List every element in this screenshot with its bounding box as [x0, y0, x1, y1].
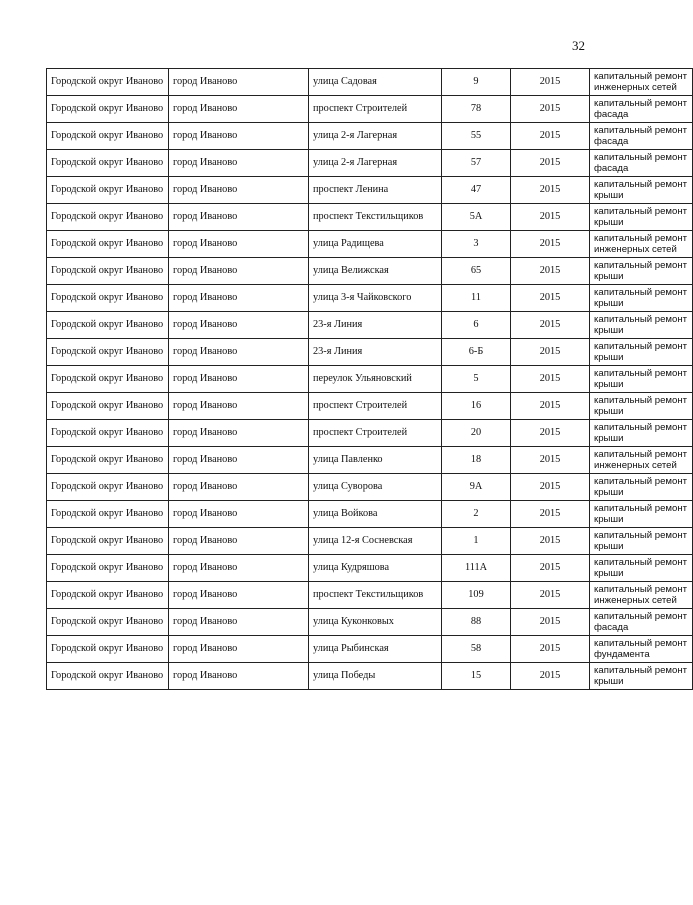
house-number-cell: 78	[442, 96, 511, 123]
street-cell: проспект Текстильщиков	[309, 204, 442, 231]
okrug-cell: Городской округ Иваново	[47, 123, 169, 150]
work-type-cell: капитальный ремонт крыши	[590, 501, 693, 528]
street-cell: улица 3-я Чайковского	[309, 285, 442, 312]
street-cell: улица Суворова	[309, 474, 442, 501]
city-cell: город Иваново	[169, 609, 309, 636]
house-number-cell: 9	[442, 69, 511, 96]
buildings-table	[46, 68, 693, 690]
okrug-cell: Городской округ Иваново	[47, 96, 169, 123]
house-number-cell: 58	[442, 636, 511, 663]
street-cell: улица Куконковых	[309, 609, 442, 636]
city-cell: город Иваново	[169, 177, 309, 204]
work-type-cell: капитальный ремонт крыши	[590, 366, 693, 393]
house-number-cell: 111А	[442, 555, 511, 582]
work-type-cell: капитальный ремонт крыши	[590, 177, 693, 204]
city-cell: город Иваново	[169, 582, 309, 609]
house-number-cell: 65	[442, 258, 511, 285]
year-cell: 2015	[511, 123, 590, 150]
table-row	[47, 285, 693, 312]
table-row	[47, 123, 693, 150]
work-type-cell: капитальный ремонт крыши	[590, 474, 693, 501]
city-cell: город Иваново	[169, 312, 309, 339]
okrug-cell: Городской округ Иваново	[47, 447, 169, 474]
table-body	[47, 69, 693, 690]
street-cell: улица 2-я Лагерная	[309, 123, 442, 150]
okrug-cell: Городской округ Иваново	[47, 312, 169, 339]
city-cell: город Иваново	[169, 150, 309, 177]
city-cell: город Иваново	[169, 420, 309, 447]
street-cell: улица Павленко	[309, 447, 442, 474]
okrug-cell: Городской округ Иваново	[47, 663, 169, 690]
okrug-cell: Городской округ Иваново	[47, 528, 169, 555]
okrug-cell: Городской округ Иваново	[47, 150, 169, 177]
work-type-cell: капитальный ремонт крыши	[590, 312, 693, 339]
table-row	[47, 177, 693, 204]
year-cell: 2015	[511, 501, 590, 528]
okrug-cell: Городской округ Иваново	[47, 609, 169, 636]
house-number-cell: 6	[442, 312, 511, 339]
house-number-cell: 5А	[442, 204, 511, 231]
work-type-cell: капитальный ремонт инженерных сетей	[590, 231, 693, 258]
year-cell: 2015	[511, 582, 590, 609]
year-cell: 2015	[511, 96, 590, 123]
work-type-cell: капитальный ремонт крыши	[590, 339, 693, 366]
year-cell: 2015	[511, 69, 590, 96]
street-cell: улица 12-я Сосневская	[309, 528, 442, 555]
work-type-cell: капитальный ремонт инженерных сетей	[590, 447, 693, 474]
table-row	[47, 555, 693, 582]
year-cell: 2015	[511, 231, 590, 258]
house-number-cell: 5	[442, 366, 511, 393]
work-type-cell: капитальный ремонт фундамента	[590, 636, 693, 663]
okrug-cell: Городской округ Иваново	[47, 231, 169, 258]
work-type-cell: капитальный ремонт крыши	[590, 528, 693, 555]
table-row	[47, 582, 693, 609]
work-type-cell: капитальный ремонт крыши	[590, 204, 693, 231]
year-cell: 2015	[511, 555, 590, 582]
okrug-cell: Городской округ Иваново	[47, 285, 169, 312]
house-number-cell: 1	[442, 528, 511, 555]
work-type-cell: капитальный ремонт крыши	[590, 663, 693, 690]
street-cell: улица 2-я Лагерная	[309, 150, 442, 177]
year-cell: 2015	[511, 447, 590, 474]
page-number: 32	[572, 38, 585, 53]
table-row	[47, 528, 693, 555]
street-cell: улица Радищева	[309, 231, 442, 258]
year-cell: 2015	[511, 339, 590, 366]
house-number-cell: 15	[442, 663, 511, 690]
city-cell: город Иваново	[169, 474, 309, 501]
year-cell: 2015	[511, 393, 590, 420]
year-cell: 2015	[511, 204, 590, 231]
table-row	[47, 69, 693, 96]
street-cell: проспект Ленина	[309, 177, 442, 204]
table-row	[47, 366, 693, 393]
house-number-cell: 2	[442, 501, 511, 528]
street-cell: улица Садовая	[309, 69, 442, 96]
city-cell: город Иваново	[169, 663, 309, 690]
city-cell: город Иваново	[169, 339, 309, 366]
city-cell: город Иваново	[169, 285, 309, 312]
street-cell: 23-я Линия	[309, 312, 442, 339]
okrug-cell: Городской округ Иваново	[47, 501, 169, 528]
city-cell: город Иваново	[169, 447, 309, 474]
street-cell: переулок Ульяновский	[309, 366, 442, 393]
city-cell: город Иваново	[169, 366, 309, 393]
city-cell: город Иваново	[169, 231, 309, 258]
house-number-cell: 109	[442, 582, 511, 609]
city-cell: город Иваново	[169, 636, 309, 663]
city-cell: город Иваново	[169, 501, 309, 528]
year-cell: 2015	[511, 609, 590, 636]
house-number-cell: 88	[442, 609, 511, 636]
okrug-cell: Городской округ Иваново	[47, 366, 169, 393]
table-row	[47, 312, 693, 339]
okrug-cell: Городской округ Иваново	[47, 69, 169, 96]
city-cell: город Иваново	[169, 96, 309, 123]
okrug-cell: Городской округ Иваново	[47, 204, 169, 231]
city-cell: город Иваново	[169, 528, 309, 555]
work-type-cell: капитальный ремонт фасада	[590, 150, 693, 177]
work-type-cell: капитальный ремонт фасада	[590, 96, 693, 123]
okrug-cell: Городской округ Иваново	[47, 420, 169, 447]
city-cell: город Иваново	[169, 555, 309, 582]
year-cell: 2015	[511, 285, 590, 312]
table-row	[47, 420, 693, 447]
street-cell: проспект Строителей	[309, 420, 442, 447]
work-type-cell: капитальный ремонт крыши	[590, 420, 693, 447]
table-row	[47, 150, 693, 177]
street-cell: улица Победы	[309, 663, 442, 690]
year-cell: 2015	[511, 258, 590, 285]
street-cell: проспект Строителей	[309, 393, 442, 420]
house-number-cell: 9А	[442, 474, 511, 501]
okrug-cell: Городской округ Иваново	[47, 636, 169, 663]
house-number-cell: 6-Б	[442, 339, 511, 366]
house-number-cell: 18	[442, 447, 511, 474]
work-type-cell: капитальный ремонт крыши	[590, 285, 693, 312]
work-type-cell: капитальный ремонт фасада	[590, 609, 693, 636]
okrug-cell: Городской округ Иваново	[47, 339, 169, 366]
house-number-cell: 47	[442, 177, 511, 204]
table-row	[47, 393, 693, 420]
year-cell: 2015	[511, 528, 590, 555]
city-cell: город Иваново	[169, 69, 309, 96]
street-cell: 23-я Линия	[309, 339, 442, 366]
street-cell: улица Велижская	[309, 258, 442, 285]
year-cell: 2015	[511, 366, 590, 393]
work-type-cell: капитальный ремонт крыши	[590, 393, 693, 420]
okrug-cell: Городской округ Иваново	[47, 582, 169, 609]
year-cell: 2015	[511, 312, 590, 339]
house-number-cell: 57	[442, 150, 511, 177]
year-cell: 2015	[511, 177, 590, 204]
table-row	[47, 339, 693, 366]
year-cell: 2015	[511, 150, 590, 177]
street-cell: проспект Строителей	[309, 96, 442, 123]
year-cell: 2015	[511, 474, 590, 501]
table-row	[47, 447, 693, 474]
okrug-cell: Городской округ Иваново	[47, 474, 169, 501]
table-row	[47, 609, 693, 636]
work-type-cell: капитальный ремонт крыши	[590, 555, 693, 582]
table-row	[47, 96, 693, 123]
city-cell: город Иваново	[169, 258, 309, 285]
city-cell: город Иваново	[169, 204, 309, 231]
work-type-cell: капитальный ремонт инженерных сетей	[590, 582, 693, 609]
house-number-cell: 11	[442, 285, 511, 312]
house-number-cell: 55	[442, 123, 511, 150]
okrug-cell: Городской округ Иваново	[47, 177, 169, 204]
okrug-cell: Городской округ Иваново	[47, 258, 169, 285]
table-row	[47, 204, 693, 231]
year-cell: 2015	[511, 420, 590, 447]
city-cell: город Иваново	[169, 123, 309, 150]
street-cell: улица Войкова	[309, 501, 442, 528]
table-row	[47, 231, 693, 258]
work-type-cell: капитальный ремонт фасада	[590, 123, 693, 150]
house-number-cell: 3	[442, 231, 511, 258]
street-cell: улица Кудряшова	[309, 555, 442, 582]
city-cell: город Иваново	[169, 393, 309, 420]
table-row	[47, 258, 693, 285]
year-cell: 2015	[511, 663, 590, 690]
house-number-cell: 16	[442, 393, 511, 420]
work-type-cell: капитальный ремонт инженерных сетей	[590, 69, 693, 96]
okrug-cell: Городской округ Иваново	[47, 393, 169, 420]
work-type-cell: капитальный ремонт крыши	[590, 258, 693, 285]
year-cell: 2015	[511, 636, 590, 663]
house-number-cell: 20	[442, 420, 511, 447]
table-row	[47, 501, 693, 528]
table-row	[47, 474, 693, 501]
street-cell: проспект Текстильщиков	[309, 582, 442, 609]
okrug-cell: Городской округ Иваново	[47, 555, 169, 582]
table-row	[47, 663, 693, 690]
street-cell: улица Рыбинская	[309, 636, 442, 663]
table-row	[47, 636, 693, 663]
